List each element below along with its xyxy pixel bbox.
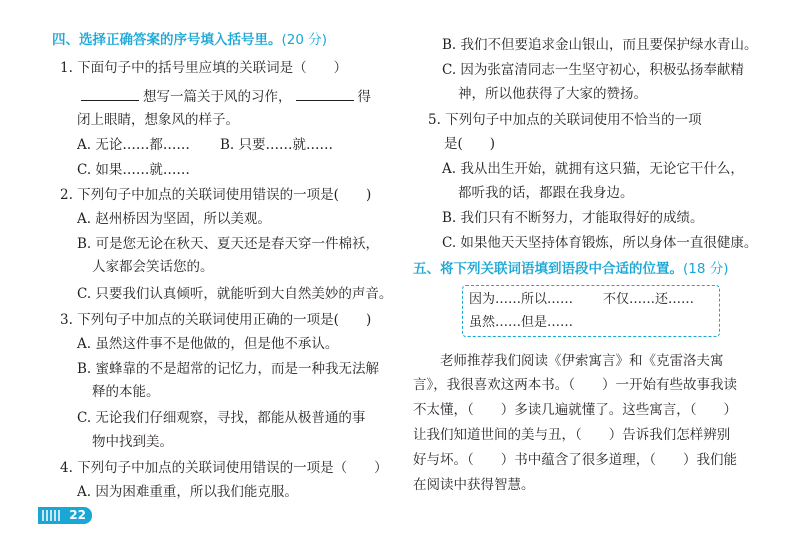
paragraph-line-4: 让我们知道世间的美与丑，（ ）告诉我们怎样辨别: [413, 427, 731, 443]
q3-option-a: A. 虽然这件事不是他做的，但是他不承认。: [77, 336, 339, 352]
section4-title: 四、选择正确答案的序号填入括号里。: [52, 32, 282, 48]
q5-option-a-line2: 都听我的话，都跟在我身边。: [458, 185, 634, 201]
q1-line3: 闭上眼睛，想象风的样子。: [77, 112, 239, 128]
word-bank-item: 不仅……还……: [603, 292, 695, 307]
q4-option-a: A. 因为困难重重，所以我们能克服。: [77, 484, 298, 500]
section5-title: 五、将下列关联词语填到语段中合适的位置。: [413, 261, 683, 277]
paragraph-line-1: 老师推荐我们阅读《伊索寓言》和《克雷洛夫寓: [440, 353, 724, 369]
section5-points: (18 分): [683, 261, 729, 277]
q4-option-b: B. 我们不但要追求金山银山，而且要保护绿水青山。: [442, 37, 758, 53]
q2-option-a: A. 赵州桥因为坚固，所以美观。: [77, 211, 271, 227]
paragraph-line-5: 好与坏。（ ）书中蕴含了很多道理，（ ）我们能: [413, 452, 737, 468]
q1-option-b: B. 只要……就……: [220, 137, 334, 153]
section4-points: (20 分): [281, 32, 328, 48]
stripe-decoration: [42, 510, 62, 521]
answer-blank[interactable]: [81, 86, 139, 101]
q4-option-c-line1: C. 因为张富清同志一生坚守初心，积极弘扬奉献精: [442, 62, 744, 78]
q2-option-c: C. 只要我们认真倾听，就能听到大自然美妙的声音。: [77, 286, 393, 302]
page-number: 22: [69, 508, 86, 522]
q5-option-c: C. 如果他天天坚持体育锻炼，所以身体一直很健康。: [442, 235, 758, 251]
q1-line2: [77, 86, 371, 106]
page-number-tab: [38, 507, 92, 524]
paragraph-line-6: 在阅读中获得智慧。: [413, 477, 535, 493]
q2-stem: 2. 下列句子中加点的关联词使用错误的一项是( ): [60, 187, 372, 203]
word-bank-item: 虽然……但是……: [469, 315, 574, 330]
word-bank-box: [462, 285, 720, 337]
q3-option-c-line1: C. 无论我们仔细观察，寻找，都能从极普通的事: [77, 410, 366, 426]
q3-option-c-line2: 物中找到美。: [92, 434, 173, 450]
section5-heading: [413, 259, 729, 279]
q1-stem: 1. 下面句子中的括号里应填的关联词是（ ）: [60, 60, 348, 76]
answer-blank[interactable]: [296, 86, 354, 101]
q3-stem: 3. 下列句子中加点的关联词使用正确的一项是( ): [60, 312, 372, 328]
q5-option-a-line1: A. 我从出生开始，就拥有这只猫，无论它干什么，: [442, 161, 744, 177]
section4-heading: [52, 30, 327, 50]
q1-option-c: C. 如果……就……: [77, 162, 190, 178]
q2-option-b-line2: 人家都会笑话您的。: [92, 259, 214, 275]
word-bank-item: 因为……所以……: [469, 292, 574, 307]
q3-option-b-line1: B. 蜜蜂靠的不是超常的记忆力，而是一种我无法解: [77, 361, 380, 377]
q5-stem-line2: 是( ): [444, 136, 496, 152]
q4-stem: 4. 下列句子中加点的关联词使用错误的一项是（ ）: [60, 460, 388, 476]
q5-stem-line1: 5. 下列句子中加点的关联词使用不恰当的一项: [428, 112, 702, 128]
paragraph-line-3: 不太懂，（ ）多读几遍就懂了。这些寓言，（ ）: [413, 402, 737, 418]
q2-option-b-line1: B. 可是您无论在秋天、夏天还是春天穿一件棉袄，: [77, 236, 380, 252]
q3-option-b-line2: 释的本能。: [92, 384, 160, 400]
q4-option-c-line2: 神，所以他获得了大家的赞扬。: [458, 86, 647, 102]
q1-line2-text: 想写一篇关于风的习作，: [143, 89, 292, 105]
q1-line2-end: 得: [357, 89, 371, 105]
q1-option-a: A. 无论……都……: [77, 137, 190, 153]
q5-option-b: B. 我们只有不断努力，才能取得好的成绩。: [442, 210, 704, 226]
paragraph-line-2: 言》，我很喜欢这两本书。（ ）一开始有些故事我读: [413, 377, 737, 393]
